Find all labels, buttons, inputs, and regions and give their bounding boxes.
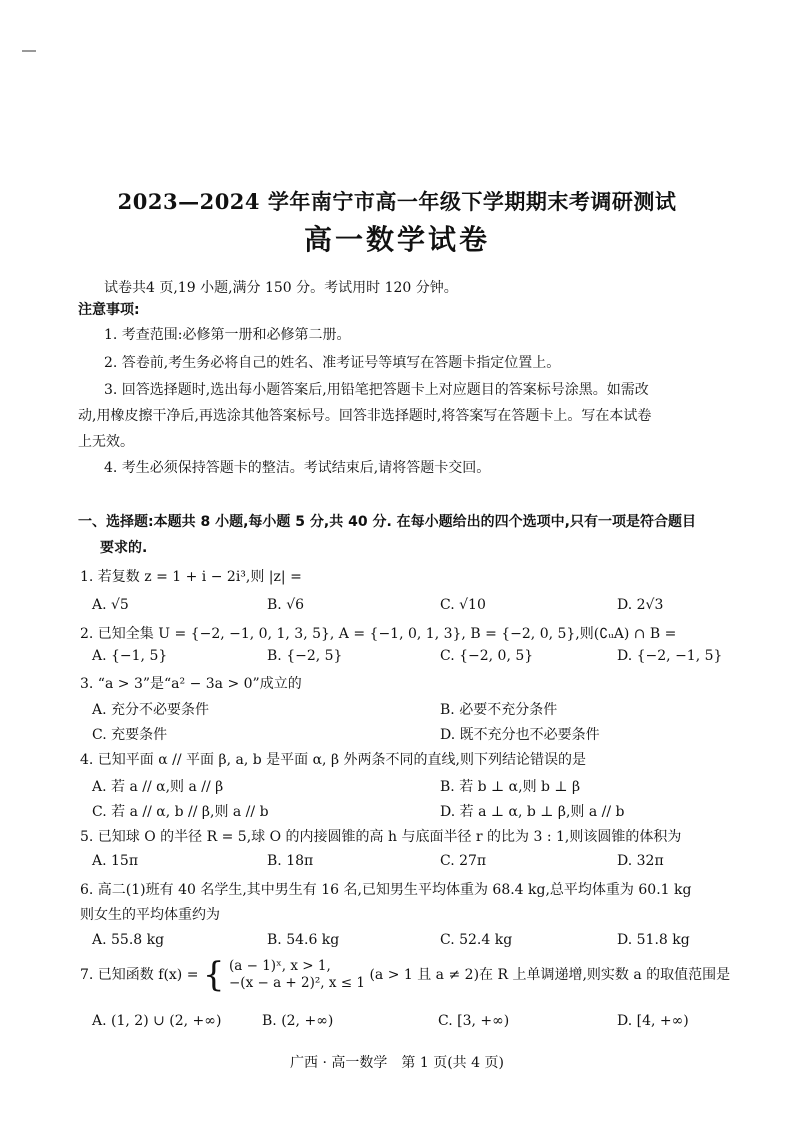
question-6-stem-line-2: 则女生的平均体重约为	[80, 907, 220, 923]
question-6-option-c: C. 52.4 kg	[440, 932, 513, 948]
question-1-option-a: A. √5	[92, 597, 129, 613]
question-3-option-d: D. 既不充分也不必要条件	[440, 727, 600, 743]
question-4-option-d: D. 若 a ⊥ α, b ⊥ β,则 a // b	[440, 804, 625, 820]
question-3-stem: 3. “a > 3”是“a² − 3a > 0”成立的	[80, 676, 302, 692]
question-4-option-b: B. 若 b ⊥ α,则 b ⊥ β	[440, 779, 581, 795]
question-3-option-a: A. 充分不必要条件	[92, 702, 210, 718]
page-footer: 广西 · 高一数学 第 1 页(共 4 页)	[290, 1055, 504, 1071]
question-7-option-c: C. [3, +∞)	[438, 1013, 510, 1029]
question-3-option-c: C. 充要条件	[92, 727, 168, 743]
question-5-option-d: D. 32π	[617, 853, 664, 869]
notes-heading: 注意事项:	[78, 302, 140, 318]
note-1: 1. 考查范围:必修第一册和必修第二册。	[104, 327, 351, 343]
question-2-stem: 2. 已知全集 U = {−2, −1, 0, 1, 3, 5}, A = {−1, 0, 1, 3}, B = {−2, 0, 5},则(∁ᵤA) ∩ B =	[80, 626, 677, 642]
question-4-option-a: A. 若 a // α,则 a // β	[92, 779, 224, 795]
question-7-stem	[80, 955, 731, 995]
piecewise-brace: {	[202, 955, 225, 995]
question-5-option-c: C. 27π	[440, 853, 487, 869]
section-heading-line-1: 一、选择题:本题共 8 小题,每小题 5 分,共 40 分. 在每小题给出的四个选项中,只有一项是符合题目	[78, 514, 696, 530]
question-6-option-b: B. 54.6 kg	[267, 932, 340, 948]
question-7-option-d: D. [4, +∞)	[617, 1013, 689, 1029]
note-3-line-3: 上无效。	[78, 434, 134, 450]
question-1-stem: 1. 若复数 z = 1 + i − 2i³,则 |z| =	[80, 569, 302, 585]
question-7-option-b: B. (2, +∞)	[262, 1013, 334, 1029]
piecewise-case-2: −(x − a + 2)², x ≤ 1	[229, 975, 365, 991]
question-1-option-b: B. √6	[267, 597, 305, 613]
piecewise-cases	[229, 958, 365, 992]
exam-title: 2023—2024 学年南宁市高一年级下学期期末考调研测试	[117, 189, 677, 214]
question-2-option-d: D. {−2, −1, 5}	[617, 648, 723, 664]
note-3-line-1: 3. 回答选择题时,选出每小题答案后,用铅笔把答题卡上对应题目的答案标号涂黑。如需改	[104, 382, 649, 398]
question-1-option-d: D. 2√3	[617, 597, 664, 613]
question-6-option-d: D. 51.8 kg	[617, 932, 690, 948]
question-4-stem: 4. 已知平面 α // 平面 β, a, b 是平面 α, β 外两条不同的直线,则下列结论错误的是	[80, 752, 586, 768]
question-5-option-b: B. 18π	[267, 853, 314, 869]
question-2-option-c: C. {−2, 0, 5}	[440, 648, 534, 664]
question-1-option-c: C. √10	[440, 597, 486, 613]
piecewise-case-1: (a − 1)ˣ, x > 1,	[229, 958, 331, 974]
exam-subject-title: 高一数学试卷	[303, 223, 490, 256]
question-3-option-b: B. 必要不充分条件	[440, 702, 558, 718]
question-6-stem-line-1: 6. 高二(1)班有 40 名学生,其中男生有 16 名,已知男生平均体重为 68.4 kg,总平均体重为 60.1 kg	[80, 882, 692, 898]
scan-speck	[22, 50, 36, 52]
question-4-option-c: C. 若 a // α, b // β,则 a // b	[92, 804, 269, 820]
note-4: 4. 考生必须保持答题卡的整洁。考试结束后,请将答题卡交回。	[104, 460, 491, 476]
question-7-stem-prefix: 7. 已知函数 f(x) =	[80, 967, 199, 983]
question-7-option-a: A. (1, 2) ∪ (2, +∞)	[92, 1013, 222, 1029]
exam-summary: 试卷共4 页,19 小题,满分 150 分。考试用时 120 分钟。	[104, 280, 458, 296]
question-7-stem-suffix: (a > 1 且 a ≠ 2)在 R 上单调递增,则实数 a 的取值范围是	[369, 967, 731, 983]
question-2-option-b: B. {−2, 5}	[267, 648, 343, 664]
section-heading-line-2: 要求的.	[100, 540, 148, 556]
note-2: 2. 答卷前,考生务必将自己的姓名、准考证号等填写在答题卡指定位置上。	[104, 355, 561, 371]
question-5-stem: 5. 已知球 O 的半径 R = 5,球 O 的内接圆锥的高 h 与底面半径 r 的比为 3 : 1,则该圆锥的体积为	[80, 829, 682, 845]
question-6-option-a: A. 55.8 kg	[92, 932, 165, 948]
question-5-option-a: A. 15π	[92, 853, 139, 869]
question-2-option-a: A. {−1, 5}	[92, 648, 168, 664]
note-3-line-2: 动,用橡皮擦干净后,再选涂其他答案标号。回答非选择题时,将答案写在答题卡上。写在本试卷	[78, 408, 652, 424]
